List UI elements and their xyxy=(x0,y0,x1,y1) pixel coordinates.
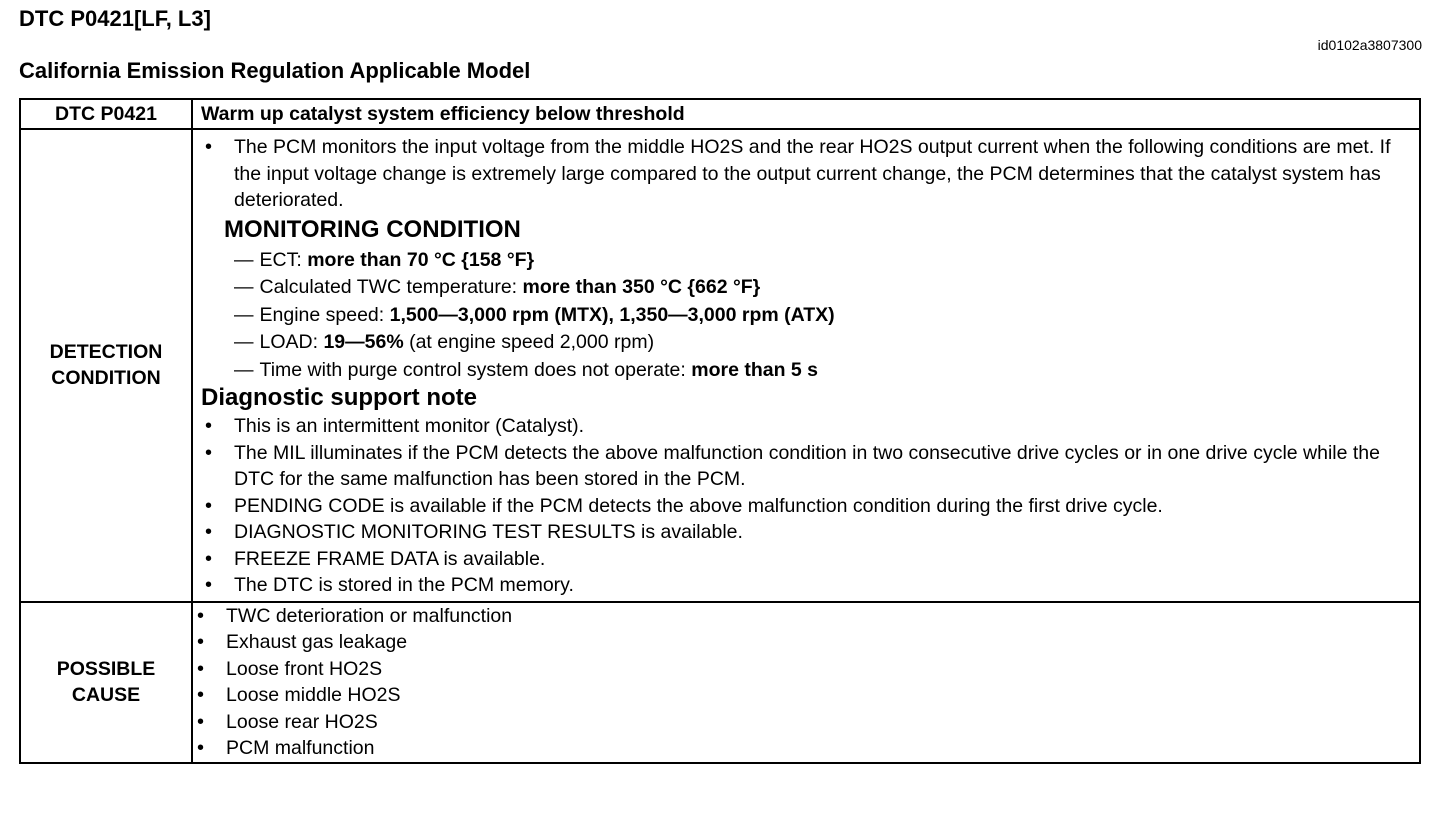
diagnostic-note-item: • DIAGNOSTIC MONITORING TEST RESULTS is available. xyxy=(201,519,1409,546)
detection-condition-row xyxy=(20,129,1420,602)
detection-intro-list xyxy=(201,134,1409,214)
possible-cause-item: • PCM malfunction xyxy=(193,735,1419,762)
condition-name: Calculated TWC temperature: xyxy=(259,276,523,298)
dash-marker: — xyxy=(234,331,254,353)
possible-cause-content xyxy=(192,602,1420,763)
possible-cause-item: • Loose front HO2S xyxy=(193,656,1419,683)
monitoring-condition-item xyxy=(234,274,1409,302)
monitoring-condition-item xyxy=(234,302,1409,330)
detection-condition-content xyxy=(192,129,1420,602)
monitoring-condition-item xyxy=(234,247,1409,275)
diagnostic-note-item: • PENDING CODE is available if the PCM detects the above malfunction condition during the first drive cycle. xyxy=(201,493,1409,520)
condition-value: more than 5 s xyxy=(691,358,819,381)
document-id: id0102a3807300 xyxy=(1317,37,1422,53)
dtc-header-row xyxy=(20,99,1420,129)
possible-cause-label: POSSIBLE CAUSE xyxy=(20,602,192,763)
detection-intro: • The PCM monitors the input voltage from the middle HO2S and the rear HO2S output current when the following conditions are met. If the input voltage change is extremely large compared to the output current change, the PCM determines that the catalyst system has deteriorated. xyxy=(201,134,1409,214)
condition-value: more than 350 °C {662 °F} xyxy=(522,276,761,298)
diagnostic-note-item: • The MIL illuminates if the PCM detects the above malfunction condition in two consecutive drive cycles or in one drive cycle while the DTC for the same malfunction has been stored in the PCM. xyxy=(201,440,1409,493)
monitoring-condition-item xyxy=(234,357,1409,385)
diagnostic-note-item: • The DTC is stored in the PCM memory. xyxy=(201,572,1409,599)
possible-cause-item: • Loose rear HO2S xyxy=(193,709,1419,736)
document-title: DTC P0421[LF, L3] xyxy=(19,6,211,31)
condition-name: LOAD: xyxy=(259,331,324,353)
condition-qualifier: (at engine speed 2,000 rpm) xyxy=(403,331,655,353)
detection-condition-label: DETECTION CONDITION xyxy=(20,129,192,602)
dtc-description-cell: Warm up catalyst system efficiency below threshold xyxy=(192,99,1420,129)
possible-cause-item: • Exhaust gas leakage xyxy=(193,629,1419,656)
dtc-code-cell: DTC P0421 xyxy=(20,99,192,129)
monitoring-condition-list xyxy=(201,247,1409,385)
monitoring-condition-item xyxy=(234,329,1409,357)
possible-cause-list xyxy=(193,603,1419,762)
document-subtitle: California Emission Regulation Applicable Model xyxy=(19,58,531,83)
condition-value: more than 70 °C {158 °F} xyxy=(307,248,535,271)
condition-name: Time with purge control system does not operate: xyxy=(259,358,692,381)
diagnostic-note-list xyxy=(201,413,1409,599)
condition-value: 19—56% xyxy=(323,331,404,353)
monitoring-condition-heading: MONITORING CONDITION xyxy=(224,215,521,243)
diagnostic-note-heading: Diagnostic support note xyxy=(201,384,477,411)
condition-name: ECT: xyxy=(259,248,308,271)
dtc-table xyxy=(19,98,1421,764)
dash-marker: — xyxy=(234,358,254,381)
condition-value: 1,500—3,000 rpm (MTX), 1,350—3,000 rpm (ATX) xyxy=(389,303,835,326)
diagnostic-note-item: • This is an intermittent monitor (Catalyst). xyxy=(201,413,1409,440)
dash-marker: — xyxy=(234,303,254,326)
possible-cause-item: • TWC deterioration or malfunction xyxy=(193,603,1419,630)
possible-cause-row xyxy=(20,602,1420,763)
dash-marker: — xyxy=(234,248,254,271)
condition-name: Engine speed: xyxy=(259,303,390,326)
possible-cause-item: • Loose middle HO2S xyxy=(193,682,1419,709)
diagnostic-note-item: • FREEZE FRAME DATA is available. xyxy=(201,546,1409,573)
dash-marker: — xyxy=(234,276,254,298)
